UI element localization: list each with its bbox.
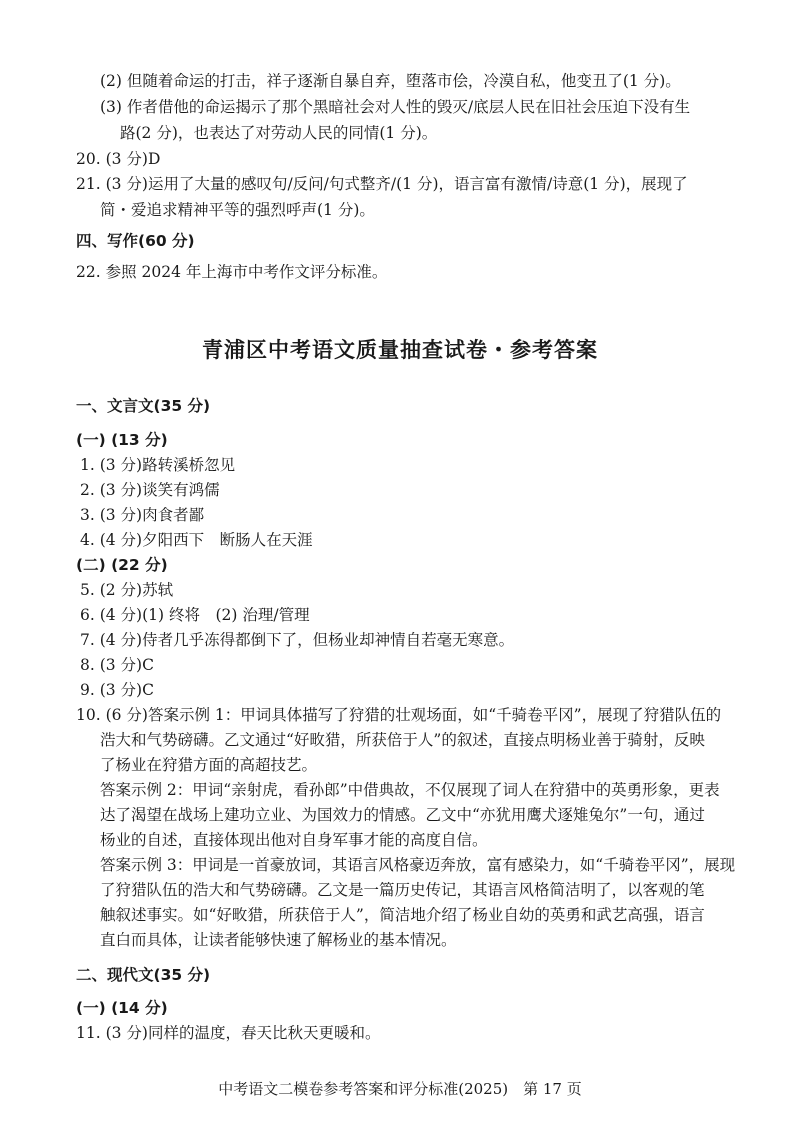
answer-5: 5. (2 分)苏轼 bbox=[80, 581, 174, 599]
answer-10-line4: 答案示例 2：甲词“亲射虎，看孙郎”中借典故，不仅展现了词人在狩猎中的英勇形象，更表 bbox=[100, 781, 720, 799]
answer-10-line7: 答案示例 3：甲词是一首豪放词，其语言风格豪迈奔放，富有感染力，如“千骑卷平冈”，展现 bbox=[100, 856, 736, 874]
part-heading-1: (一) (13 分) bbox=[76, 431, 168, 449]
part-heading-2: (二) (22 分) bbox=[76, 556, 168, 574]
part-heading-modern-1: (一) (14 分) bbox=[76, 999, 168, 1017]
answer-8: 8. (3 分)C bbox=[80, 656, 154, 674]
answer-1: 1. (3 分)路转溪桥忽见 bbox=[80, 456, 236, 474]
section-heading-classical: 一、文言文(35 分) bbox=[76, 397, 211, 415]
answer-10-line10: 直白而具体，让读者能够快速了解杨业的基本情况。 bbox=[100, 931, 457, 949]
answer-10-line8: 了狩猎队伍的浩大和气势磅礴。乙文是一篇历史传记，其语言风格简洁明了，以客观的笔 bbox=[100, 881, 705, 899]
answer-19-3-line1: (3) 作者借他的命运揭示了那个黑暗社会对人性的毁灭/底层人民在旧社会压迫下没有生 bbox=[100, 98, 691, 116]
answer-10-line3: 了杨业在狩猎方面的高超技艺。 bbox=[100, 756, 318, 774]
answer-10-line9: 触叙述事实。如“好畋猎，所获倍于人”，简洁地介绍了杨业自幼的英勇和武艺高强，语言 bbox=[100, 906, 705, 924]
answer-21-line2: 简・爱追求精神平等的强烈呼声(1 分)。 bbox=[100, 201, 375, 219]
page-title: 青浦区中考语文质量抽查试卷・参考答案 bbox=[202, 338, 598, 362]
answer-19-2: (2) 但随着命运的打击，祥子逐渐自暴自弃，堕落市侩，冷漠自私，他变丑了(1 分)。 bbox=[100, 72, 681, 90]
section-heading-modern: 二、现代文(35 分) bbox=[76, 966, 211, 984]
answer-11: 11. (3 分)同样的温度，春天比秋天更暖和。 bbox=[76, 1024, 381, 1042]
answer-4: 4. (4 分)夕阳西下 断肠人在天涯 bbox=[80, 531, 313, 549]
answer-21-line1: 21. (3 分)运用了大量的感叹句/反问/句式整齐/(1 分)，语言富有激情/诗意(1 分)，展现了 bbox=[76, 175, 688, 193]
answer-2: 2. (3 分)谈笑有鸿儒 bbox=[80, 481, 220, 499]
answer-22: 22. 参照 2024 年上海市中考作文评分标准。 bbox=[76, 263, 388, 281]
section-heading-writing: 四、写作(60 分) bbox=[76, 232, 195, 250]
page-footer: 中考语文二模卷参考答案和评分标准(2025) 第 17 页 bbox=[218, 1080, 582, 1098]
answer-20: 20. (3 分)D bbox=[76, 150, 161, 168]
answer-19-3-line2: 路(2 分)，也表达了对劳动人民的同情(1 分)。 bbox=[120, 124, 438, 142]
answer-7: 7. (4 分)侍者几乎冻得都倒下了，但杨业却神情自若毫无寒意。 bbox=[80, 631, 515, 649]
answer-9: 9. (3 分)C bbox=[80, 681, 154, 699]
answer-10-line2: 浩大和气势磅礴。乙文通过“好畋猎，所获倍于人”的叙述，直接点明杨业善于骑射，反映 bbox=[100, 731, 705, 749]
answer-6: 6. (4 分)(1) 终将 (2) 治理/管理 bbox=[80, 606, 310, 624]
answer-10-line1: 10. (6 分)答案示例 1：甲词具体描写了狩猎的壮观场面，如“千骑卷平冈”，展现了狩猎队伍的 bbox=[76, 706, 722, 724]
answer-10-line5: 达了渴望在战场上建功立业、为国效力的情感。乙文中“亦犹用鹰犬逐雉兔尔”一句，通过 bbox=[100, 806, 705, 824]
answer-10-line6: 杨业的自述，直接体现出他对自身军事才能的高度自信。 bbox=[100, 831, 488, 849]
answer-3: 3. (3 分)肉食者鄙 bbox=[80, 506, 205, 524]
